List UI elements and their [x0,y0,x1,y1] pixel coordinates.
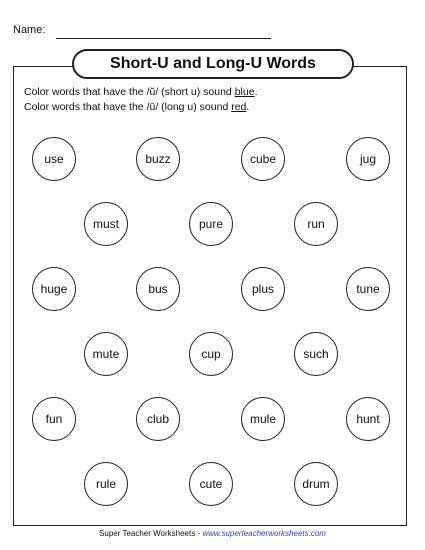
word-circle[interactable]: run [294,202,338,246]
footer [0,529,425,538]
word-circle[interactable]: buzz [136,137,180,181]
instruction-1-end: . [254,86,258,98]
instruction-2-color: red [231,101,247,113]
instruction-1-text: Color words that have the /ŭ/ (short u) sound [24,86,235,98]
word-circle[interactable]: plus [241,267,285,311]
word-circle[interactable]: mute [84,332,128,376]
footer-separator: - [195,529,203,538]
word-circle[interactable]: fun [32,397,76,441]
word-circle[interactable]: cute [189,462,233,506]
word-circle[interactable]: drum [294,462,338,506]
footer-brand: Super Teacher Worksheets [99,529,196,538]
footer-link[interactable]: www.superteacherworksheets.com [202,529,326,538]
word-circle[interactable]: such [294,332,338,376]
instruction-2-text: Color words that have the /ū/ (long u) sound [24,101,232,113]
word-circle[interactable]: hunt [346,397,390,441]
word-circle[interactable]: mule [241,397,285,441]
instruction-line-2 [24,101,249,113]
instruction-line-1 [24,86,257,98]
word-circle[interactable]: use [32,137,76,181]
instruction-1-color: blue [234,86,255,98]
word-circle[interactable]: bus [136,267,180,311]
name-label: Name: [13,24,46,36]
word-circle[interactable]: club [136,397,180,441]
word-circle[interactable]: tune [346,267,390,311]
word-circle[interactable]: cube [241,137,285,181]
word-circle[interactable]: must [84,202,128,246]
word-circle[interactable]: huge [32,267,76,311]
word-circle[interactable]: pure [189,202,233,246]
instruction-2-end: . [246,101,250,113]
name-line[interactable] [56,38,271,39]
worksheet-title: Short-U and Long-U Words [72,49,354,79]
word-circle[interactable]: jug [346,137,390,181]
word-circle[interactable]: rule [84,462,128,506]
word-circle[interactable]: cup [189,332,233,376]
